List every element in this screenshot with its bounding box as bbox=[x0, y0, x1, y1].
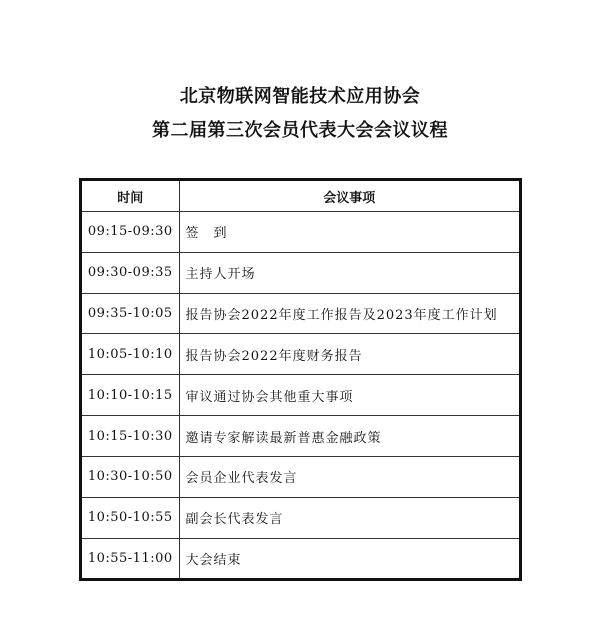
row-item: 副会长代表发言 bbox=[179, 497, 519, 538]
row-item: 报告协会2022年度工作报告及2023年度工作计划 bbox=[179, 293, 519, 334]
row-time: 09:30-09:35 bbox=[82, 252, 179, 293]
row-item: 报告协会2022年度财务报告 bbox=[179, 334, 519, 375]
row-item: 会员企业代表发言 bbox=[179, 456, 519, 497]
agenda-table bbox=[79, 178, 522, 581]
table-row bbox=[82, 334, 519, 375]
row-time: 10:10-10:15 bbox=[82, 375, 179, 416]
row-item: 大会结束 bbox=[179, 538, 519, 578]
row-item: 主持人开场 bbox=[179, 252, 519, 293]
table-row bbox=[82, 375, 519, 416]
row-item: 审议通过协会其他重大事项 bbox=[179, 375, 519, 416]
row-time: 10:05-10:10 bbox=[82, 334, 179, 375]
table-row bbox=[82, 416, 519, 457]
table-row bbox=[82, 538, 519, 578]
row-time: 09:15-09:30 bbox=[82, 212, 179, 253]
row-time: 10:30-10:50 bbox=[82, 456, 179, 497]
table-row bbox=[82, 212, 519, 253]
header-time: 时间 bbox=[82, 181, 179, 212]
table-row bbox=[82, 293, 519, 334]
row-time: 09:35-10:05 bbox=[82, 293, 179, 334]
row-item: 邀请专家解读最新普惠金融政策 bbox=[179, 416, 519, 457]
row-item: 签 到 bbox=[179, 212, 519, 253]
row-time: 10:50-10:55 bbox=[82, 497, 179, 538]
table-header-row bbox=[82, 181, 519, 212]
row-time: 10:15-10:30 bbox=[82, 416, 179, 457]
row-time: 10:55-11:00 bbox=[82, 538, 179, 578]
table-row bbox=[82, 456, 519, 497]
document-title bbox=[0, 86, 600, 142]
header-item: 会议事项 bbox=[179, 181, 519, 212]
title-line-1: 北京物联网智能技术应用协会 bbox=[179, 86, 421, 107]
title-line-2: 第二届第三次会员代表大会会议议程 bbox=[152, 120, 448, 141]
table-row bbox=[82, 252, 519, 293]
table-row bbox=[82, 497, 519, 538]
